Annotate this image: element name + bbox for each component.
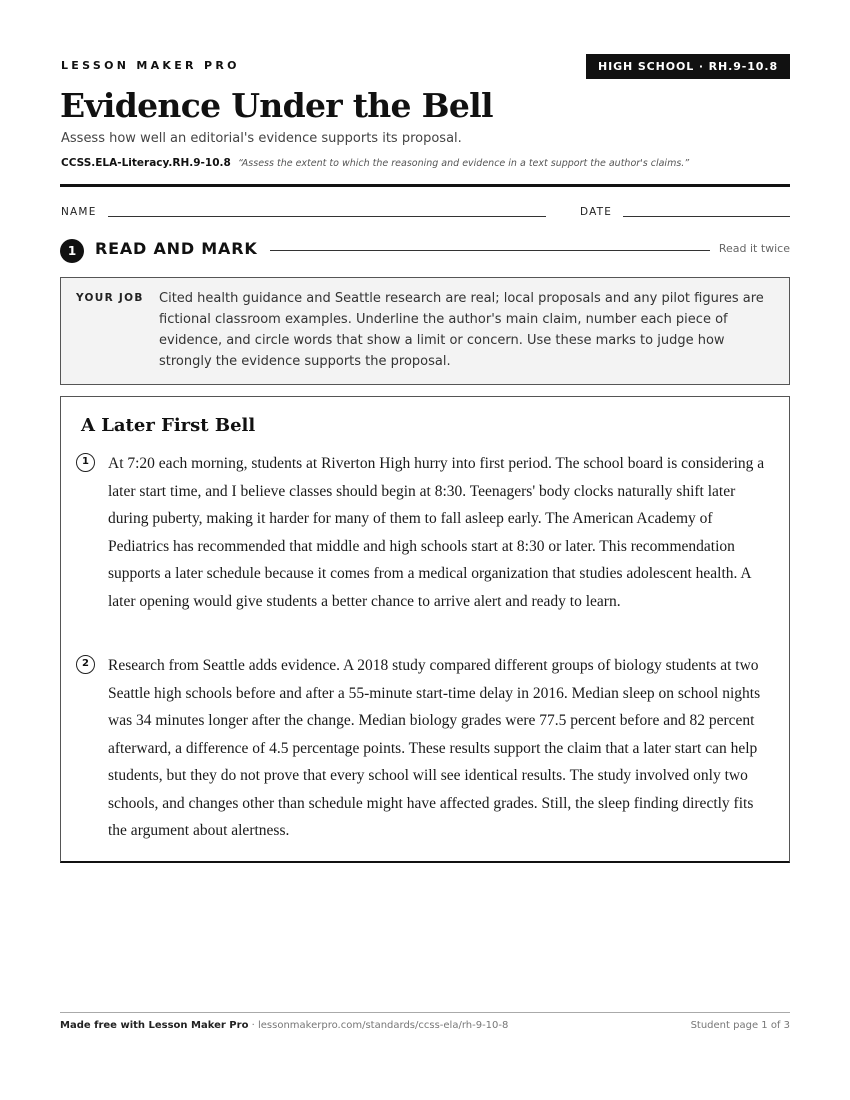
date-field[interactable] xyxy=(623,216,790,217)
standard-code: CCSS.ELA-Literacy.RH.9-10.8 xyxy=(61,157,231,169)
brand-wordmark: LESSON MAKER PRO xyxy=(61,59,240,72)
name-label: NAME xyxy=(61,206,97,218)
page-subtitle: Assess how well an editorial's evidence supports its proposal. xyxy=(61,131,462,146)
instructions-box xyxy=(60,277,790,385)
paragraph-number-badge: 1 xyxy=(76,453,95,472)
footer-url[interactable]: · lessonmakerpro.com/standards/ccss-ela/rh-9-10-8 xyxy=(251,1020,509,1031)
standard-quote: “Assess the extent to which the reasoning and evidence in a text support the author's claims.” xyxy=(238,158,690,169)
footer-credit xyxy=(60,1020,508,1031)
paragraph-number-badge: 2 xyxy=(76,655,95,674)
name-field[interactable] xyxy=(108,216,546,217)
step-number-badge: 1 xyxy=(60,239,84,263)
standard-line xyxy=(61,157,689,169)
page-indicator: Student page 1 of 3 xyxy=(690,1020,790,1031)
grade-standard-badge: HIGH SCHOOL · RH.9-10.8 xyxy=(586,54,790,79)
section-note: Read it twice xyxy=(718,242,790,255)
header-divider xyxy=(60,184,790,187)
passage-paragraph: Research from Seattle adds evidence. A 2018 study compared different groups of biology students at two Seattle high schools before and after a 55-minute start-time delay in 2016. Median sleep on school nights was 34 minutes longer after the change. Median biology grades were 77.5 percent before and 82 percent afterward, a difference of 4.5 percentage points. These results support the claim that a later start can help students, but they do not prove that every school will see identical results. The study involved only two schools, and changes other than schedule might have affected grades. Still, the sleep finding directly fits the argument about alertness. xyxy=(108,657,761,839)
page-title: Evidence Under the Bell xyxy=(60,86,493,125)
passage-box xyxy=(60,396,790,863)
instructions-label: YOUR JOB xyxy=(76,292,144,304)
footer-made-with: Made free with Lesson Maker Pro xyxy=(60,1020,249,1031)
date-label: DATE xyxy=(580,206,613,218)
footer-divider xyxy=(60,1012,790,1013)
passage-paragraph: At 7:20 each morning, students at Riverton High hurry into first period. The school board is considering a later start time, and I believe classes should begin at 8:30. Teenagers' body clocks naturally shift later during puberty, making it harder for many of them to fall asleep early. The American Academy of Pediatrics has recommended that middle and high schools start at 8:30 or later. This recommendation supports a later schedule because it comes from a medical organization that studies adolescent health. A later opening would give students a better chance to arrive alert and ready to learn. xyxy=(108,455,765,610)
section-rule xyxy=(270,250,710,251)
passage-title: A Later First Bell xyxy=(81,415,256,436)
section-title: READ AND MARK xyxy=(95,239,258,258)
instructions-text: Cited health guidance and Seattle research are real; local proposals and any pilot figures are fictional classroom examples. Underline the author's main claim, number each piece of evidence, and circle words that show a limit or concern. Use these marks to judge how strongly the evidence supports the proposal. xyxy=(159,291,764,369)
